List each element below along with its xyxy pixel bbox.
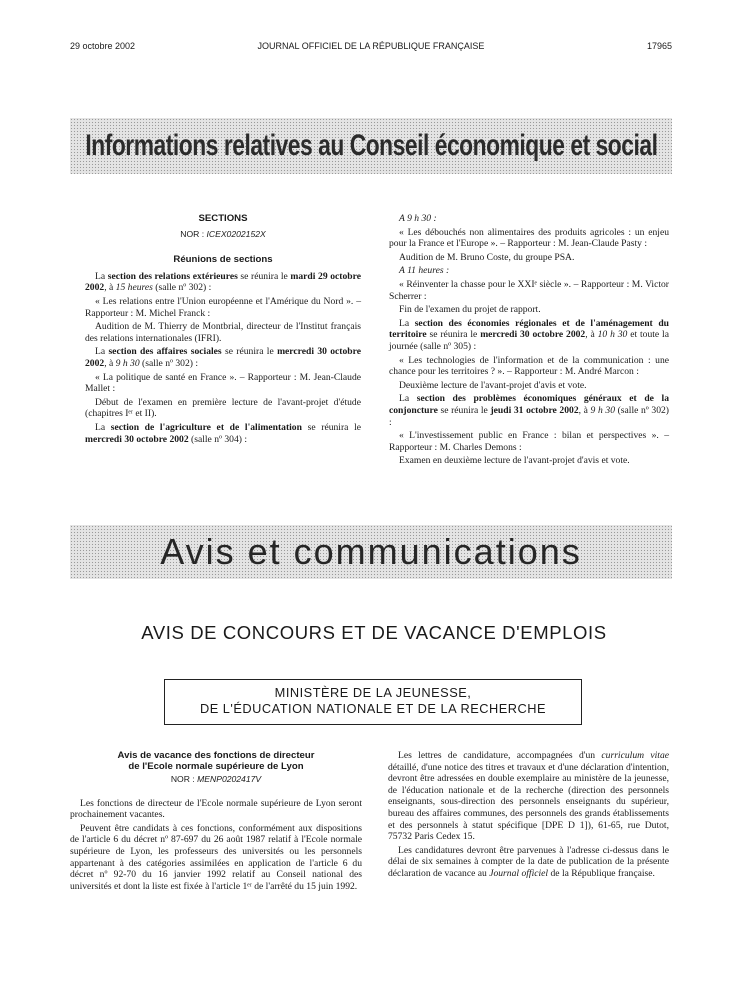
banner-cese-text: Informations relatives au Conseil économique et social	[84, 129, 658, 162]
page-header	[70, 41, 672, 55]
paragraph-problemes-economiques: La section des problèmes économiques généraux et de la conjoncture se réunira le jeudi 31 octobre 2002, à 9 h 30 (salle nº 302) :	[389, 393, 669, 428]
sections-column-right	[389, 213, 669, 469]
paragraph-economies-regionales: La section des économies régionales et de l'aménagement du territoire se réunira le mercredi 30 octobre 2002, à 10 h 30 et toute la journée (salle nº 305) :	[389, 317, 669, 352]
paragraph-a-9h30: A 9 h 30 :	[399, 213, 437, 224]
vacance-column-right	[388, 750, 669, 882]
header-date: 29 octobre 2002	[70, 41, 136, 51]
paragraph-relations-exterieures: La section des relations extérieures se réunira le mardi 29 octobre 2002, à 15 heures (salle nº 302) :	[85, 270, 361, 294]
ministry-line-1: MINISTÈRE DE LA JEUNESSE,	[274, 685, 472, 700]
paragraph-debut-examen: Début de l'examen en première lecture de l'avant-projet d'étude (chapitres Iᵉʳ et II).	[85, 396, 361, 420]
paragraph-debouches: « Les débouchés non alimentaires des produits agricoles : un enjeu pour la France et l'Europe ». – Rapporteur : M. Jean-Claude Pasty :	[389, 226, 669, 250]
paragraph-deuxieme-lecture: Deuxième lecture de l'avant-projet d'avis et vote.	[399, 379, 587, 391]
paragraph-affaires-sociales: La section des affaires sociales se réunira le mercredi 30 octobre 2002, à 9 h 30 (salle nº 302) :	[85, 346, 361, 369]
vacance-column-left	[70, 750, 362, 894]
paragraph-audition-montbrial: Audition de M. Thierry de Montbrial, directeur de l'Institut français des relations internationales (IFRI).	[85, 321, 361, 344]
banner-avis	[70, 525, 672, 579]
banner-cese	[70, 118, 672, 174]
paragraph-investissement: « L'investissement public en France : bilan et perspectives ». – Rapporteur : M. Charles Demons :	[389, 430, 669, 453]
header-page-number: 17965	[646, 41, 672, 51]
paragraph-examen-deuxieme: Examen en deuxième lecture de l'avant-projet d'avis et vote.	[399, 455, 630, 467]
vacance-nor-code: MENP0202417V	[197, 774, 262, 784]
paragraph-candidats: Peuvent être candidats à ces fonctions, conformément aux dispositions de l'article 6 du décret nº 87-697 du 26 août 1987 relatif à l'Ecole normale supérieure de Lyon, les professeurs des universités ou les personnels appartenant à des catégories assimilées en application de l'article 6 du décret nº 92-70 du 16 janvier 1992 relatif au Conseil national des universités et dont la liste est fixée à l'article 1ᵉʳ de l'arrêté du 15 juin 1992.	[70, 822, 362, 892]
banner-avis-text: Avis et communications	[160, 531, 582, 572]
vacance-nor: NOR : MENP0202417V	[170, 774, 262, 784]
paragraph-agriculture: La section de l'agriculture et de l'alimentation se réunira le mercredi 30 octobre 2002 (salle nº 304) :	[85, 421, 361, 445]
paragraph-fonctions-vacantes: Les fonctions de directeur de l'Ecole normale supérieure de Lyon seront prochainement vacantes.	[70, 797, 362, 821]
paragraph-relations-ue: « Les relations entre l'Union européenne et l'Amérique du Nord ». – Rapporteur : M. Michel Franck :	[85, 295, 361, 319]
header-journal-title: JOURNAL OFFICIEL DE LA RÉPUBLIQUE FRANÇAISE	[257, 41, 485, 51]
avis-concours-title: AVIS DE CONCOURS ET DE VACANCE D'EMPLOIS	[141, 622, 607, 643]
vacance-title-line-1: Avis de vacance des fonctions de directeur	[117, 750, 315, 761]
paragraph-chasse: « Réinventer la chasse pour le XXIᵉ siècle ». – Rapporteur : M. Victor Scherrer :	[389, 278, 669, 302]
sections-column-left	[85, 213, 361, 447]
paragraph-a-11h: A 11 heures :	[399, 265, 450, 277]
paragraph-technologies: « Les technologies de l'information et de la communication : une chance pour les territoires ? ». – Rapporteur : M. André Marcon :	[389, 354, 669, 378]
sections-title: SECTIONS	[198, 213, 248, 224]
ministry-box	[164, 679, 582, 725]
paragraph-lettres-candidature: Les lettres de candidature, accompagnées d'un curriculum vitae détaillé, d'une notice des titres et travaux et d'une déclaration d'intention, devront être adressées en double exemplaire au ministère de la jeunesse, de l'éducation nationale et de la recherche (direction des personnels enseignants, sous-direction des personnels enseignants du supérieur, bureau des affaires communes, des personnels des grands établissements et des personnels à statut spécifique [DPE D 1]), 61-65, rue Dutot, 75732 Paris Cedex 15.	[388, 750, 669, 843]
reunions-title: Réunions de sections	[173, 254, 273, 266]
paragraph-fin-examen: Fin de l'examen du projet de rapport.	[399, 304, 541, 316]
sections-nor-code: ICEX0202152X	[206, 228, 266, 239]
paragraph-delai-candidatures: Les candidatures devront être parvenues à l'adresse ci-dessus dans le délai de six semaines à compter de la date de publication de la présente déclaration de vacance au Journal officiel de la République française.	[388, 844, 669, 879]
ministry-line-2: DE L'ÉDUCATION NATIONALE ET DE LA RECHERCHE	[199, 701, 547, 716]
paragraph-audition-coste: Audition de M. Bruno Coste, du groupe PSA.	[399, 251, 575, 263]
paragraph-politique-sante: « La politique de santé en France ». – Rapporteur : M. Jean-Claude Mallet :	[85, 371, 361, 395]
vacance-title-line-2: de l'Ecole normale supérieure de Lyon	[128, 761, 304, 772]
sections-nor: NOR : ICEX0202152X	[180, 228, 266, 239]
